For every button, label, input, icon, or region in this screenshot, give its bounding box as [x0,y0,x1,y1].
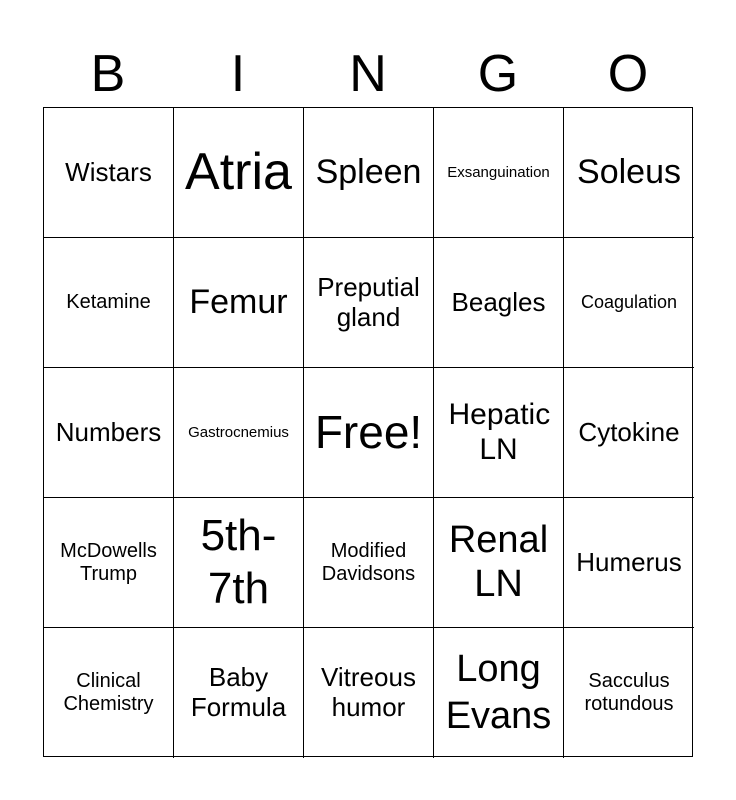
bingo-board [43,107,693,757]
cell-label: 5th-7th [200,510,277,613]
bingo-cell[interactable] [174,368,304,498]
bingo-cell[interactable] [434,498,564,628]
cell-label: Hepatic LN [448,398,551,466]
bingo-cell[interactable] [564,628,694,758]
cell-label: Humerus [576,546,682,577]
bingo-cell[interactable] [564,238,694,368]
bingo-cell[interactable] [434,628,564,758]
cell-label: Sacculus rotundous [584,670,674,715]
cell-label: Numbers [55,416,162,447]
bingo-cell[interactable] [44,498,174,628]
header-letter-i: I [230,45,246,103]
bingo-cell[interactable] [434,108,564,238]
header-letter-b: B [90,45,126,103]
bingo-header [43,40,693,108]
cell-label: Preputial gland [317,271,420,332]
cell-label: Clinical Chemistry [63,670,154,715]
bingo-cell[interactable] [434,368,564,498]
cell-label: Modified Davidsons [321,539,416,585]
bingo-cell[interactable] [304,628,434,758]
bingo-cell[interactable] [174,498,304,628]
cell-label: Free! [314,405,423,458]
header-letter-o: O [607,45,649,103]
cell-label: Wistars [65,156,152,187]
cell-label: Cytokine [578,416,680,447]
cell-label: Baby Formula [190,662,287,722]
cell-label: Vitreous humor [321,662,416,722]
bingo-cell[interactable] [564,368,694,498]
bingo-cell[interactable] [434,238,564,368]
bingo-cell[interactable] [44,238,174,368]
bingo-cell free-space[interactable] [304,368,434,498]
cell-label: Exsanguination [447,163,550,181]
cell-label: Atria [185,142,292,201]
cell-label: Renal LN [448,518,549,605]
bingo-cell[interactable] [174,108,304,238]
bingo-cell[interactable] [44,108,174,238]
cell-label: Femur [189,282,288,321]
cell-label: Long Evans [445,647,552,737]
cell-label: Ketamine [66,291,151,313]
bingo-cell[interactable] [44,628,174,758]
cell-label: Gastrocnemius [188,423,289,441]
cell-label: Soleus [577,152,681,191]
bingo-cell[interactable] [564,108,694,238]
cell-label: Spleen [315,152,422,191]
bingo-cell[interactable] [304,238,434,368]
header-letter-g: G [477,45,519,103]
bingo-cell[interactable] [174,238,304,368]
bingo-cell[interactable] [304,108,434,238]
bingo-cell[interactable] [44,368,174,498]
cell-label: McDowells Trump [60,539,157,585]
bingo-cell[interactable] [174,628,304,758]
bingo-cell[interactable] [564,498,694,628]
header-letter-n: N [349,45,387,103]
cell-label: Coagulation [580,292,678,313]
bingo-cell[interactable] [304,498,434,628]
cell-label: Beagles [451,286,546,317]
